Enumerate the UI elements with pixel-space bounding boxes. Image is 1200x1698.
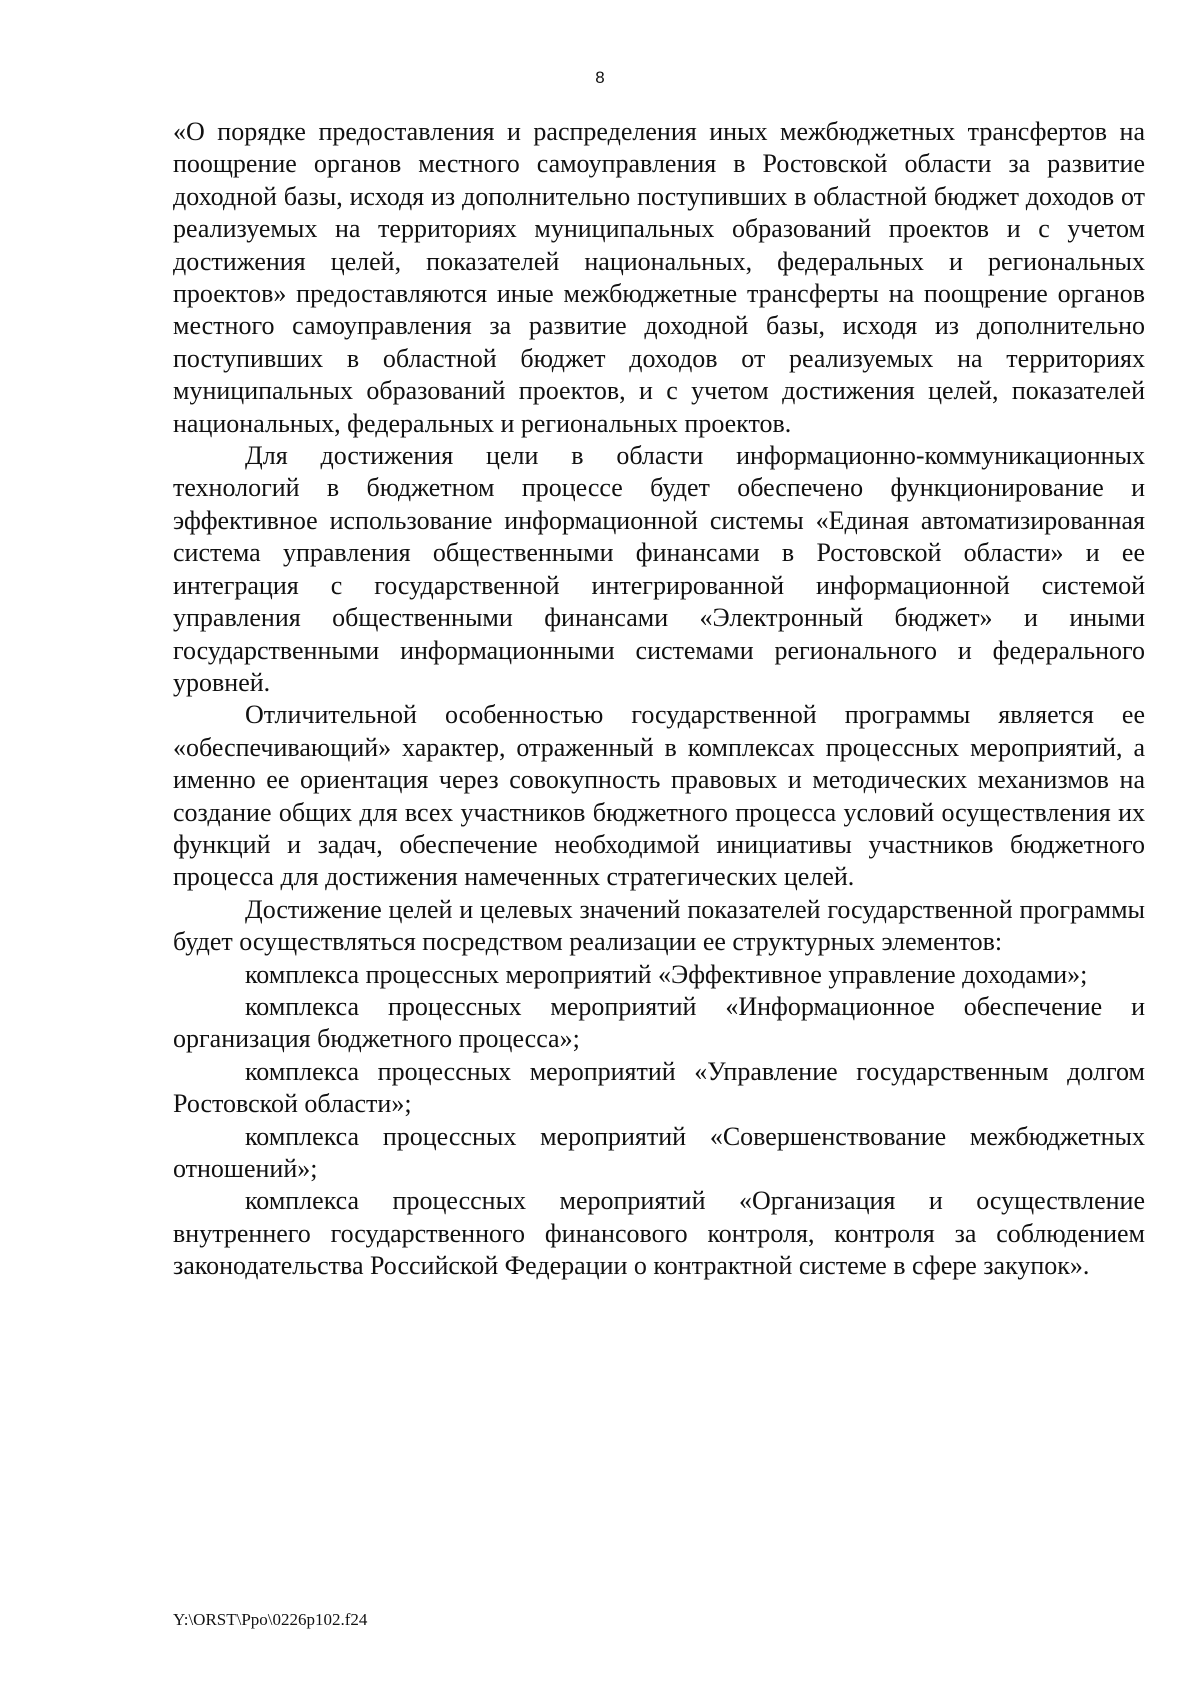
paragraph-program-feature: Отличительной особенностью государственной программы является ее «обеспечивающий» характер, отраженный в комплексах процессных мероприятий, а именно ее ориентация через совокупность правовых и методических механизмов на создание общих для всех участников бюджетного процесса условий осуществления их функций и задач, обеспечение необходимой инициативы участников бюджетного процесса для достижения намеченных стратегических целей. bbox=[173, 700, 1145, 892]
list-item-debt-management: комплекса процессных мероприятий «Управление государственным долгом Ростовской области»; bbox=[173, 1056, 1145, 1119]
paragraph-ict-goal: Для достижения цели в области информационно-коммуникационных технологий в бюджетном процессе будет обеспечено функционирование и эффективное использование информационной системы «Единая автоматизированная система управления общественными финансами в Ростовской области» и ее интеграция с государственной интегрированной информационной системой управления общественными финансами «Электронный бюджет» и иными государственными информационными системами регионального и федерального уровней. bbox=[173, 441, 1145, 697]
list-item-information-support: комплекса процессных мероприятий «Информационное обеспечение и организация бюджетного процесса»; bbox=[173, 991, 1145, 1054]
document-body bbox=[173, 116, 1145, 1283]
paragraph-structural-elements: Достижение целей и целевых значений показателей государственной программы будет осуществляться посредством реализации ее структурных элементов: bbox=[173, 894, 1145, 957]
paragraph-continuation: «О порядке предоставления и распределения иных межбюджетных трансфертов на поощрение органов местного самоуправления в Ростовской области за развитие доходной базы, исходя из дополнительно поступивших в областной бюджет доходов от реализуемых на территориях муниципальных образований проектов и с учетом достижения целей, показателей национальных, федеральных и региональных проектов» предоставляются иные межбюджетные трансферты на поощрение органов местного самоуправления за развитие доходной базы, исходя из дополнительно поступивших в областной бюджет доходов от реализуемых на территориях муниципальных образований проектов, и с учетом достижения целей, показателей национальных, федеральных и региональных проектов. bbox=[173, 117, 1145, 438]
footer-file-path: Y:\ORST\Ppo\0226p102.f24 bbox=[173, 1610, 368, 1629]
list-item-interbudget-relations: комплекса процессных мероприятий «Совершенствование межбюджетных отношений»; bbox=[173, 1121, 1145, 1183]
page-number: 8 bbox=[595, 68, 605, 87]
list-item-financial-control: комплекса процессных мероприятий «Организация и осуществление внутреннего государственного финансового контроля, контроля за соблюдением законодательства Российской Федерации о контрактной системе в сфере закупок». bbox=[173, 1186, 1145, 1281]
list-item-income-management: комплекса процессных мероприятий «Эффективное управление доходами»; bbox=[245, 959, 1088, 989]
